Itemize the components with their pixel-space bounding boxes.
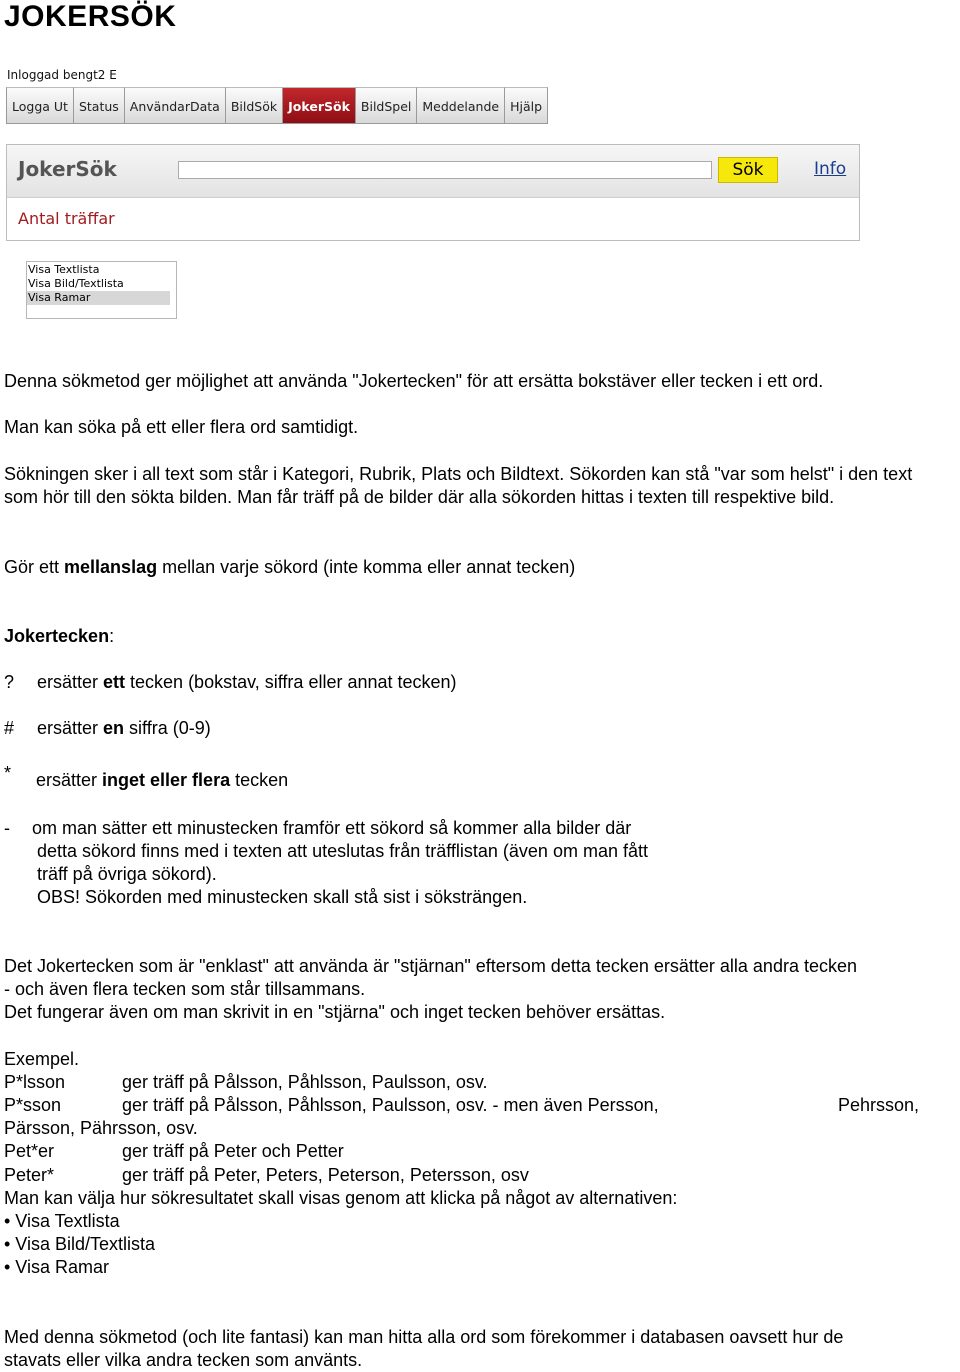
symbol-question: ? — [4, 672, 15, 692]
rule-star: ersätter inget eller flera tecken — [36, 770, 289, 790]
rule-hash: ersätter en siffra (0-9) — [37, 718, 211, 738]
example-term-1: P*lsson — [4, 1072, 66, 1092]
view-option-bild-textlista[interactable]: Visa Bild/Textlista — [28, 277, 124, 290]
joker-heading: Jokertecken: — [4, 626, 115, 646]
examples-heading: Exempel. — [4, 1049, 80, 1069]
paragraph-star-line3: Det fungerar även om man skrivit in en "stjärna" och inget tecken behöver ersättas. — [4, 1002, 666, 1022]
view-options-list — [26, 261, 177, 319]
paragraph-space-rule: Gör ett mellanslag mellan varje sökord (inte komma eller annat tecken) — [4, 557, 576, 577]
paragraph-closing-line1: Med denna sökmetod (och lite fantasi) kan man hitta alla ord som förekommer i databasen oavsett hur de — [4, 1327, 844, 1347]
example-desc-3: ger träff på Peter och Petter — [122, 1141, 344, 1161]
login-status: Inloggad bengt2 E — [7, 68, 117, 82]
example-term-3: Pet*er — [4, 1141, 55, 1161]
nav-bar — [6, 87, 548, 124]
nav-tab-status[interactable]: Status — [74, 87, 125, 124]
document-title: JOKERSÖK — [4, 0, 177, 33]
rule-minus-line2: detta sökord finns med i texten att uteslutas från träfflistan (även om man fått — [37, 841, 648, 861]
rule-minus-line1: om man sätter ett minustecken framför ett sökord så kommer alla bilder där — [32, 818, 632, 838]
paragraph-multi-word: Man kan söka på ett eller flera ord samtidigt. — [4, 417, 359, 437]
search-input[interactable] — [178, 161, 712, 179]
example-desc-2-tail: Pehrsson, — [838, 1095, 920, 1115]
example-desc-2: ger träff på Pålsson, Påhlsson, Paulsson, osv. - men även Persson, — [122, 1095, 659, 1115]
nav-tab-logga-ut[interactable]: Logga Ut — [6, 87, 74, 124]
search-button[interactable]: Sök — [718, 157, 778, 183]
result-count-label: Antal träffar — [18, 209, 115, 228]
example-desc-4: ger träff på Peter, Peters, Peterson, Petersson, osv — [122, 1165, 529, 1185]
paragraph-search-scope: Sökningen sker i all text som står i Kategori, Rubrik, Plats och Bildtext. Sökorden kan stå "var som helst" i den text som hör till den sökta bilden. Man får träff på de bilder där alla sökorden hittas i texten till respektive bild. — [4, 464, 913, 507]
view-option-textlista[interactable]: Visa Textlista — [28, 263, 100, 276]
search-panel — [6, 144, 860, 241]
search-row — [7, 145, 859, 198]
symbol-minus: - — [4, 818, 10, 838]
nav-tab-jokersok[interactable]: JokerSök — [283, 87, 356, 124]
paragraph-closing-line2: stavats eller vilka andra tecken som använts. — [4, 1350, 363, 1370]
example-desc-1: ger träff på Pålsson, Påhlsson, Paulsson, osv. — [122, 1072, 488, 1092]
paragraph-star-line1: Det Jokertecken som är "enklast" att använda är "stjärnan" eftersom detta tecken ersätter alla andra tecken — [4, 956, 857, 976]
example-term-4: Peter* — [4, 1165, 55, 1185]
rule-minus-note: OBS! Sökorden med minustecken skall stå sist i söksträngen. — [37, 887, 528, 907]
example-desc-2-cont: Pärsson, Pährsson, osv. — [4, 1118, 198, 1138]
paragraph-intro: Denna sökmetod ger möjlighet att använda "Jokertecken" för att ersätta bokstäver eller tecken i ett ord. — [4, 371, 824, 391]
paragraph-star-line2: - och även flera tecken som står tillsammans. — [4, 979, 366, 999]
nav-tab-meddelande[interactable]: Meddelande — [417, 87, 505, 124]
nav-tab-bildspel[interactable]: BildSpel — [356, 87, 418, 124]
info-link[interactable]: Info — [814, 159, 847, 179]
bullet-textlista: • Visa Textlista — [4, 1211, 120, 1231]
bullet-ramar: • Visa Ramar — [4, 1257, 110, 1277]
paragraph-view-options: Man kan välja hur sökresultatet skall visas genom att klicka på något av alternativen: — [4, 1188, 678, 1208]
nav-tab-hjalp[interactable]: Hjälp — [505, 87, 548, 124]
view-option-ramar[interactable]: Visa Ramar — [27, 291, 170, 305]
nav-tab-bildsok[interactable]: BildSök — [226, 87, 283, 124]
symbol-star: * — [4, 763, 12, 783]
rule-question: ersätter ett tecken (bokstav, siffra eller annat tecken) — [37, 672, 457, 692]
example-term-2: P*sson — [4, 1095, 62, 1115]
symbol-hash: # — [4, 718, 15, 738]
nav-tab-anvandardata[interactable]: AnvändarData — [125, 87, 226, 124]
bullet-bild-textlista: • Visa Bild/Textlista — [4, 1234, 156, 1254]
rule-minus-line3: träff på övriga sökord). — [37, 864, 217, 884]
search-heading: JokerSök — [18, 157, 117, 181]
